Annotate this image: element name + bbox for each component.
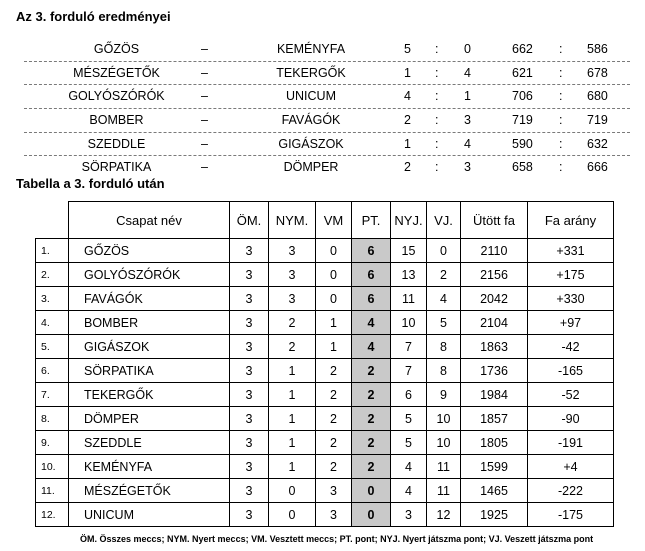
score-separator: : — [435, 89, 439, 104]
team-name-cell: BOMBER — [69, 311, 230, 335]
team-name-cell: UNICUM — [69, 503, 230, 527]
away-team: GIGÁSZOK — [278, 136, 344, 151]
home-score: 4 — [404, 89, 411, 104]
nyj-cell: 4 — [391, 479, 427, 503]
table-row — [36, 311, 614, 335]
om-cell: 3 — [230, 407, 269, 431]
nym-cell: 1 — [269, 455, 316, 479]
vj-cell: 11 — [427, 455, 461, 479]
position-cell: 7. — [36, 383, 69, 407]
header-utott-fa: Ütött fa — [461, 202, 528, 239]
dash: – — [201, 65, 208, 80]
team-name-cell: GŐZÖS — [69, 239, 230, 263]
home-score: 2 — [404, 113, 411, 128]
table-row — [36, 479, 614, 503]
pt-cell: 4 — [352, 335, 391, 359]
pins-separator: : — [559, 89, 563, 104]
om-cell: 3 — [230, 455, 269, 479]
vj-cell: 9 — [427, 383, 461, 407]
header-vm: VM — [316, 202, 352, 239]
nym-cell: 1 — [269, 407, 316, 431]
vm-cell: 3 — [316, 479, 352, 503]
result-row — [24, 85, 630, 109]
team-name-cell: DÖMPER — [69, 407, 230, 431]
away-team: KEMÉNYFA — [276, 42, 346, 56]
position-cell: 5. — [36, 335, 69, 359]
nym-cell: 0 — [269, 479, 316, 503]
away-score: 1 — [464, 89, 471, 104]
nym-cell: 1 — [269, 431, 316, 455]
vj-cell: 8 — [427, 335, 461, 359]
away-score: 0 — [464, 42, 471, 56]
team-name-cell: KEMÉNYFA — [69, 455, 230, 479]
vj-cell: 11 — [427, 479, 461, 503]
team-name-cell: TEKERGŐK — [69, 383, 230, 407]
dash: – — [201, 136, 208, 151]
vj-cell: 2 — [427, 263, 461, 287]
team-name-cell: FAVÁGÓK — [69, 287, 230, 311]
vj-cell: 0 — [427, 239, 461, 263]
result-row — [24, 62, 630, 86]
score-separator: : — [435, 113, 439, 128]
om-cell: 3 — [230, 239, 269, 263]
nym-cell: 1 — [269, 359, 316, 383]
home-team: SÖRPATIKA — [81, 160, 152, 175]
fa-arany-cell: +330 — [528, 287, 614, 311]
score-separator: : — [435, 136, 439, 151]
vm-cell: 2 — [316, 383, 352, 407]
fa-arany-cell: -175 — [528, 503, 614, 527]
om-cell: 3 — [230, 287, 269, 311]
away-pins: 680 — [587, 89, 608, 104]
om-cell: 3 — [230, 263, 269, 287]
header-team: Csapat név — [69, 202, 230, 239]
vj-cell: 4 — [427, 287, 461, 311]
footnote: ÖM. Összes meccs; NYM. Nyert meccs; VM. Vesztett meccs; PT. pont; NYJ. Nyert játszma pont; VJ. Veszett játszma pont — [80, 534, 594, 544]
nyj-cell: 4 — [391, 455, 427, 479]
away-team: TEKERGŐK — [276, 65, 346, 80]
table-row — [36, 455, 614, 479]
pt-cell: 0 — [352, 479, 391, 503]
standings-title: Tabella a 3. forduló után — [16, 176, 165, 191]
home-pins: 662 — [512, 42, 533, 56]
position-cell: 6. — [36, 359, 69, 383]
header-vj: VJ. — [427, 202, 461, 239]
table-row — [36, 503, 614, 527]
pins-separator: : — [559, 113, 563, 128]
table-row — [36, 431, 614, 455]
position-cell: 9. — [36, 431, 69, 455]
om-cell: 3 — [230, 359, 269, 383]
away-score: 4 — [464, 65, 471, 80]
pt-cell: 4 — [352, 311, 391, 335]
blank-header-cell — [36, 202, 69, 239]
position-cell: 10. — [36, 455, 69, 479]
table-row — [36, 263, 614, 287]
utott-fa-cell: 1805 — [461, 431, 528, 455]
utott-fa-cell: 1984 — [461, 383, 528, 407]
nym-cell: 2 — [269, 311, 316, 335]
vm-cell: 1 — [316, 335, 352, 359]
team-name-cell: SZEDDLE — [69, 431, 230, 455]
pins-separator: : — [559, 65, 563, 80]
nym-cell: 3 — [269, 287, 316, 311]
position-cell: 3. — [36, 287, 69, 311]
position-cell: 11. — [36, 479, 69, 503]
header-nym: NYM. — [269, 202, 316, 239]
dash: – — [201, 113, 208, 128]
standings-table — [35, 201, 614, 527]
table-row — [36, 239, 614, 263]
position-cell: 4. — [36, 311, 69, 335]
away-score: 3 — [464, 160, 471, 175]
pt-cell: 2 — [352, 407, 391, 431]
vm-cell: 2 — [316, 359, 352, 383]
nyj-cell: 5 — [391, 407, 427, 431]
home-score: 1 — [404, 65, 411, 80]
pt-cell: 6 — [352, 287, 391, 311]
fa-arany-cell: -52 — [528, 383, 614, 407]
vj-cell: 10 — [427, 407, 461, 431]
away-team: FAVÁGÓK — [281, 113, 341, 128]
round-results-title: Az 3. forduló eredményei — [16, 9, 171, 24]
table-row — [36, 383, 614, 407]
fa-arany-cell: -165 — [528, 359, 614, 383]
home-team: GŐZÖS — [93, 42, 140, 56]
utott-fa-cell: 1599 — [461, 455, 528, 479]
away-pins: 632 — [587, 136, 608, 151]
result-row — [24, 38, 630, 62]
utott-fa-cell: 1863 — [461, 335, 528, 359]
fa-arany-cell: +4 — [528, 455, 614, 479]
utott-fa-cell: 1925 — [461, 503, 528, 527]
pt-cell: 2 — [352, 431, 391, 455]
home-pins: 621 — [512, 65, 533, 80]
nyj-cell: 7 — [391, 359, 427, 383]
dash: – — [201, 160, 208, 175]
utott-fa-cell: 2156 — [461, 263, 528, 287]
table-row — [36, 359, 614, 383]
nyj-cell: 7 — [391, 335, 427, 359]
home-team: GOLYÓSZÓRÓK — [68, 89, 165, 104]
vm-cell: 3 — [316, 503, 352, 527]
team-name-cell: GIGÁSZOK — [69, 335, 230, 359]
om-cell: 3 — [230, 503, 269, 527]
om-cell: 3 — [230, 311, 269, 335]
vm-cell: 0 — [316, 263, 352, 287]
vm-cell: 0 — [316, 287, 352, 311]
pins-separator: : — [559, 42, 563, 56]
home-score: 5 — [404, 42, 411, 56]
utott-fa-cell: 2110 — [461, 239, 528, 263]
dash: – — [201, 42, 208, 56]
fa-arany-cell: +97 — [528, 311, 614, 335]
utott-fa-cell: 2042 — [461, 287, 528, 311]
standings-header-row — [36, 202, 614, 239]
table-row — [36, 287, 614, 311]
nym-cell: 3 — [269, 263, 316, 287]
pt-cell: 2 — [352, 455, 391, 479]
vm-cell: 1 — [316, 311, 352, 335]
home-pins: 658 — [512, 160, 533, 175]
header-nyj: NYJ. — [391, 202, 427, 239]
team-name-cell: MÉSZÉGETŐK — [69, 479, 230, 503]
nyj-cell: 10 — [391, 311, 427, 335]
om-cell: 3 — [230, 383, 269, 407]
away-score: 4 — [464, 136, 471, 151]
position-cell: 2. — [36, 263, 69, 287]
home-score: 2 — [404, 160, 411, 175]
home-pins: 706 — [512, 89, 533, 104]
table-row — [36, 407, 614, 431]
header-fa-arany: Fa arány — [528, 202, 614, 239]
header-pt: PT. — [352, 202, 391, 239]
utott-fa-cell: 1857 — [461, 407, 528, 431]
team-name-cell: GOLYÓSZÓRÓK — [69, 263, 230, 287]
header-om: ÖM. — [230, 202, 269, 239]
om-cell: 3 — [230, 479, 269, 503]
home-score: 1 — [404, 136, 411, 151]
away-pins: 666 — [587, 160, 608, 175]
utott-fa-cell: 1736 — [461, 359, 528, 383]
fa-arany-cell: -90 — [528, 407, 614, 431]
position-cell: 1. — [36, 239, 69, 263]
om-cell: 3 — [230, 431, 269, 455]
nyj-cell: 5 — [391, 431, 427, 455]
pt-cell: 6 — [352, 263, 391, 287]
utott-fa-cell: 1465 — [461, 479, 528, 503]
home-pins: 719 — [512, 113, 533, 128]
away-pins: 586 — [587, 42, 608, 56]
fa-arany-cell: -222 — [528, 479, 614, 503]
pins-separator: : — [559, 160, 563, 175]
vj-cell: 5 — [427, 311, 461, 335]
position-cell: 8. — [36, 407, 69, 431]
fa-arany-cell: -191 — [528, 431, 614, 455]
vm-cell: 2 — [316, 407, 352, 431]
fa-arany-cell: +331 — [528, 239, 614, 263]
nyj-cell: 3 — [391, 503, 427, 527]
home-team: MÉSZÉGETŐK — [73, 65, 160, 80]
dash: – — [201, 89, 208, 104]
pins-separator: : — [559, 136, 563, 151]
score-separator: : — [435, 65, 439, 80]
pt-cell: 2 — [352, 383, 391, 407]
nyj-cell: 13 — [391, 263, 427, 287]
result-row — [24, 109, 630, 133]
nyj-cell: 6 — [391, 383, 427, 407]
score-separator: : — [435, 42, 439, 56]
nym-cell: 0 — [269, 503, 316, 527]
nyj-cell: 11 — [391, 287, 427, 311]
vj-cell: 12 — [427, 503, 461, 527]
home-team: SZEDDLE — [87, 136, 146, 151]
away-pins: 719 — [587, 113, 608, 128]
away-pins: 678 — [587, 65, 608, 80]
vj-cell: 8 — [427, 359, 461, 383]
away-team: DÖMPER — [283, 160, 339, 175]
vm-cell: 0 — [316, 239, 352, 263]
nyj-cell: 15 — [391, 239, 427, 263]
utott-fa-cell: 2104 — [461, 311, 528, 335]
table-row — [36, 335, 614, 359]
om-cell: 3 — [230, 335, 269, 359]
away-score: 3 — [464, 113, 471, 128]
result-row — [24, 133, 630, 157]
pt-cell: 2 — [352, 359, 391, 383]
team-name-cell: SÖRPATIKA — [69, 359, 230, 383]
pt-cell: 0 — [352, 503, 391, 527]
vm-cell: 2 — [316, 431, 352, 455]
round-results-list — [24, 38, 630, 179]
nym-cell: 2 — [269, 335, 316, 359]
home-pins: 590 — [512, 136, 533, 151]
nym-cell: 1 — [269, 383, 316, 407]
away-team: UNICUM — [286, 89, 336, 104]
pt-cell: 6 — [352, 239, 391, 263]
score-separator: : — [435, 160, 439, 175]
position-cell: 12. — [36, 503, 69, 527]
home-team: BOMBER — [89, 113, 144, 128]
vj-cell: 10 — [427, 431, 461, 455]
fa-arany-cell: -42 — [528, 335, 614, 359]
vm-cell: 2 — [316, 455, 352, 479]
nym-cell: 3 — [269, 239, 316, 263]
fa-arany-cell: +175 — [528, 263, 614, 287]
